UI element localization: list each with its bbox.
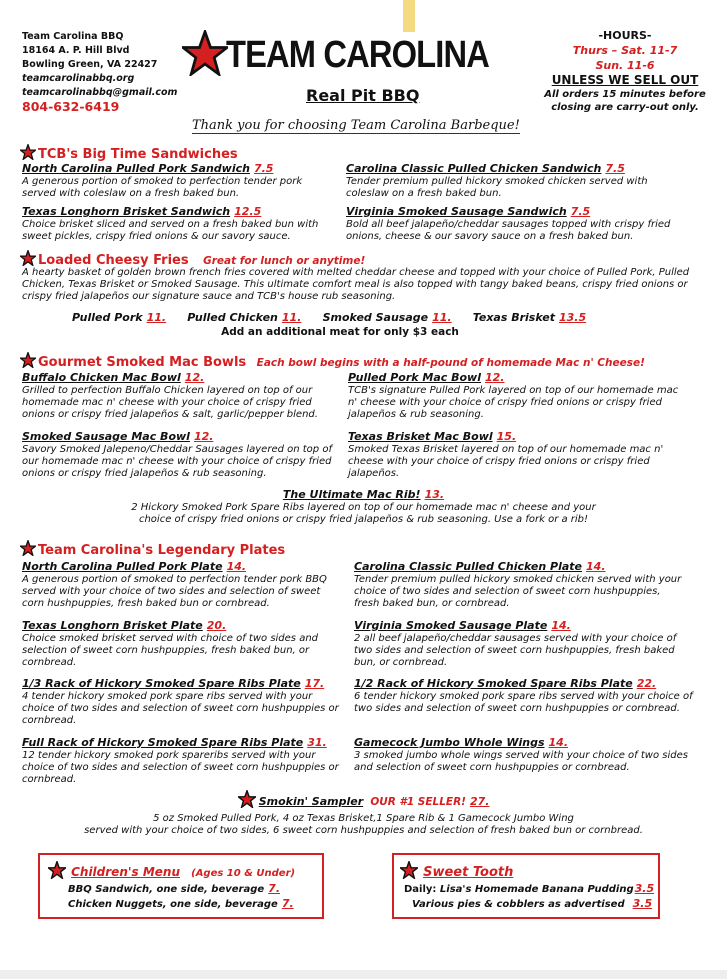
item-price: 14. [226, 560, 247, 573]
contact-block [22, 30, 177, 114]
star-icon [20, 352, 36, 368]
section-plates-heading [20, 540, 285, 558]
address-line-1: 18164 A. P. Hill Blvd [22, 45, 130, 56]
menu-item[interactable] [22, 736, 342, 786]
business-name: Team Carolina BBQ [22, 31, 124, 42]
menu-item[interactable] [22, 430, 332, 480]
kids-item-price: 7. [281, 897, 294, 910]
item-price: 12. [184, 371, 205, 384]
fries-addon: Add an additional meat for only $3 each [221, 326, 459, 338]
section-title: Loaded Cheesy Fries [38, 253, 189, 268]
item-price: 12. [485, 371, 505, 384]
item-price: 17. [304, 677, 325, 690]
star-icon [20, 250, 36, 266]
menu-item[interactable] [22, 371, 332, 421]
star-icon [238, 790, 256, 808]
section-tagline: Great for lunch or anytime! [203, 255, 366, 267]
carryout-note-1: All orders 15 minutes before [544, 89, 706, 100]
menu-item[interactable] [22, 677, 342, 727]
brand-subtitle: Real Pit BBQ [306, 86, 420, 105]
fries-option-price: 11. [432, 311, 452, 324]
item-price: 12. [193, 430, 214, 443]
sweet-item-text: Lisa's Homemade Banana Pudding [439, 884, 634, 895]
item-desc: Smoked Texas Brisket layered on top of our homemade mac n' cheese with your choice of crispy fried onions or crispy fried jalapeños. [348, 444, 664, 479]
hours-line-2: Sun. 11-6 [595, 59, 655, 72]
sweet-daily-label: Daily: [404, 884, 440, 895]
menu-item[interactable] [346, 205, 691, 243]
sweet-tooth-box [392, 853, 660, 919]
item-desc: A generous portion of smoked to perfection tender pork BBQ served with your choice of two sides and selection of sweet corn hushpuppies, fresh baked bun or cornbread. [22, 574, 327, 609]
item-name: Pulled Pork Mac Bowl [348, 371, 481, 384]
tape-strip [403, 0, 415, 32]
item-name: Smoked Sausage Mac Bowl [22, 430, 190, 443]
menu-item[interactable] [348, 371, 688, 421]
item-desc: 12 tender hickory smoked pork spareribs served with your choice of two sides and selection of sweet corn hushpuppies or cornbread. [22, 750, 339, 785]
address-line-2: Bowling Green, VA 22427 [22, 59, 158, 70]
section-title: Team Carolina's Legendary Plates [38, 543, 286, 558]
section-tagline: Each bowl begins with a half-pound of homemade Mac n' Cheese! [256, 357, 645, 369]
item-name: North Carolina Pulled Pork Sandwich [22, 162, 250, 175]
item-desc: TCB's signature Pulled Pork layered on top of our homemade mac n' cheese with your choice of crispy fried onions or crispy fried jalapeños & rub seasoning. [348, 385, 679, 420]
kids-item-text: Chicken Nuggets, one side, beverage [68, 899, 278, 910]
item-name: Texas Longhorn Brisket Sandwich [22, 205, 231, 218]
item-name: Texas Brisket Mac Bowl [348, 430, 493, 443]
fries-option-name: Texas Brisket [472, 311, 555, 324]
menu-item[interactable] [22, 619, 342, 669]
item-desc: Bold all beef jalapeño/cheddar sausages topped with crispy fried onions, cheese & our savory sauce on a fresh baked bun. [346, 219, 671, 242]
fries-option-price: 11. [146, 311, 167, 324]
sweet-item-text: Various pies & cobblers as advertised [412, 899, 625, 910]
item-desc: Tender premium pulled hickory smoked chicken served with coleslaw on a fresh baked bun. [346, 176, 648, 199]
item-desc: 6 tender hickory smoked pork spare ribs served with your choice of two sides and selection of sweet corn hushpuppies or cornbread. [354, 691, 693, 714]
item-price: 14. [548, 736, 569, 749]
item-name: 1/3 Rack of Hickory Smoked Spare Ribs Plate [22, 677, 301, 690]
website-link[interactable]: teamcarolinabbq.org [22, 73, 135, 84]
sweet-item-price: 3.5 [634, 882, 655, 895]
item-desc: Tender premium pulled hickory smoked chicken served with your choice of two sides and selection of sweet corn hushpuppies, fresh baked bun, or cornbread. [354, 574, 682, 609]
item-name: Gamecock Jumbo Whole Wings [354, 736, 545, 749]
hours-block [540, 28, 710, 114]
item-price: 14. [586, 560, 606, 573]
item-name: Texas Longhorn Brisket Plate [22, 619, 203, 632]
item-price: 15. [496, 430, 517, 443]
sampler-tag: OUR #1 SELLER! [370, 796, 466, 808]
fries-option-name: Pulled Pork [72, 311, 143, 324]
childrens-menu-title: Children's Menu [71, 865, 181, 879]
item-name: Carolina Classic Pulled Chicken Plate [354, 560, 583, 573]
sampler-desc-line-2: served with your choice of two sides, 6 sweet corn hushpuppies and selection of fresh baked bun or cornbread. [84, 825, 643, 836]
item-name: Virginia Smoked Sausage Plate [354, 619, 548, 632]
item-price: 14. [551, 619, 571, 632]
item-price: 7.5 [570, 205, 591, 218]
item-name: Smokin' Sampler [258, 795, 364, 808]
item-name: Virginia Smoked Sausage Sandwich [346, 205, 567, 218]
item-desc: Grilled to perfection Buffalo Chicken layered on top of our homemade mac n' cheese with your choice of crispy fried onions or crispy fried jalapeños & salt, garlic/pepper blend. [22, 385, 318, 420]
item-desc: 4 tender hickory smoked pork spare ribs served with your choice of two sides and selection of sweet corn hushpuppies or cornbread. [22, 691, 339, 726]
brand-title: TEAM CAROLINA [226, 34, 489, 76]
section-title: Gourmet Smoked Mac Bowls [38, 355, 247, 370]
phone-number[interactable]: 804-632-6419 [22, 99, 120, 114]
mac-rib-item[interactable] [0, 488, 727, 526]
item-desc: A generous portion of smoked to perfection tender pork served with coleslaw on a fresh baked bun. [22, 176, 303, 199]
item-price: 7.5 [605, 162, 625, 175]
menu-item[interactable] [354, 619, 689, 669]
menu-item[interactable] [354, 736, 689, 774]
menu-item[interactable] [346, 162, 686, 200]
sweet-item-price: 3.5 [632, 897, 653, 910]
item-name: Buffalo Chicken Mac Bowl [22, 371, 181, 384]
item-price: 22. [636, 677, 657, 690]
item-desc-line-1: 2 Hickory Smoked Pork Spare Ribs layered on top of our homemade mac n' cheese and your [131, 502, 596, 513]
item-price: 13. [424, 488, 445, 501]
item-name: Carolina Classic Pulled Chicken Sandwich [346, 162, 602, 175]
item-desc: Choice brisket sliced and served on a fresh baked bun with sweet pickles, crispy fried onions & our savory sauce. [22, 219, 319, 242]
star-icon [400, 861, 418, 879]
star-icon [20, 144, 36, 160]
menu-item[interactable] [348, 430, 688, 480]
menu-item[interactable] [22, 560, 342, 610]
item-name: The Ultimate Mac Rib! [282, 488, 421, 501]
kids-item-text: BBQ Sandwich, one side, beverage [68, 884, 265, 895]
section-mac-heading [20, 352, 645, 370]
fries-option-price: 13.5 [559, 311, 587, 324]
item-name: Full Rack of Hickory Smoked Spare Ribs Plate [22, 736, 304, 749]
item-price: 7.5 [253, 162, 274, 175]
item-price: 27. [469, 795, 490, 808]
section-sandwiches-heading [20, 144, 238, 162]
kids-item[interactable] [68, 896, 294, 912]
page-bottom-edge [0, 970, 727, 979]
thanks-signature: Thank you for choosing Team Carolina Barbeque! [192, 118, 520, 133]
item-price: 12.5 [234, 205, 262, 218]
item-desc: 2 all beef jalapeño/cheddar sausages served with your choice of two sides and selection of sweet corn hushpuppies, fresh baked bun, or cornbread. [354, 633, 677, 668]
sweet-tooth-title: Sweet Tooth [423, 865, 514, 880]
fries-option-name: Smoked Sausage [322, 311, 429, 324]
sweet-item[interactable] [404, 881, 654, 897]
sampler-desc-line-1: 5 oz Smoked Pulled Pork, 4 oz Texas Brisket,1 Spare Rib & 1 Gamecock Jumbo Wing [153, 813, 574, 824]
item-desc: 3 smoked jumbo whole wings served with your choice of two sides and selection of sweet corn hushpuppies or cornbread. [354, 750, 688, 773]
kids-item-price: 7. [268, 882, 281, 895]
fries-option-price: 11. [281, 311, 302, 324]
menu-item[interactable] [22, 205, 332, 243]
hours-line-1: Thurs – Sat. 11-7 [572, 44, 678, 57]
item-name: North Carolina Pulled Pork Plate [22, 560, 223, 573]
childrens-menu-age: (Ages 10 & Under) [191, 868, 296, 879]
sampler-item[interactable] [0, 790, 727, 837]
hours-heading: -HOURS- [598, 29, 652, 42]
star-icon [48, 861, 66, 879]
sellout-note: UNLESS WE SELL OUT [551, 73, 699, 87]
section-title: TCB's Big Time Sandwiches [38, 147, 238, 162]
menu-item[interactable] [354, 677, 694, 715]
item-desc: Choice smoked brisket served with choice of two sides and selection of sweet corn hushpuppies, fresh baked bun, or cornbread. [22, 633, 319, 668]
sweet-item[interactable] [412, 896, 652, 912]
star-icon [182, 30, 228, 76]
carryout-note-2: closing are carry-out only. [551, 102, 699, 113]
email-link[interactable]: teamcarolinabbq@gmail.com [22, 87, 178, 98]
item-price: 20. [206, 619, 227, 632]
kids-item[interactable] [68, 881, 280, 897]
item-desc: Savory Smoked Jalepeno/Cheddar Sausages layered on top of our homemade mac n' cheese with your choice of crispy fried onions or crispy fried jalapeños & rub seasoning. [22, 444, 332, 479]
menu-item[interactable] [354, 560, 684, 610]
item-name: 1/2 Rack of Hickory Smoked Spare Ribs Plate [354, 677, 633, 690]
fries-options [72, 311, 652, 325]
star-icon [20, 540, 36, 556]
childrens-menu-box [38, 853, 324, 919]
section-fries-heading [20, 250, 365, 268]
fries-desc: A hearty basket of golden brown french fries covered with melted cheddar cheese and topped with your choice of Pulled Pork, Pulled Chicken, Texas Brisket or Smoked Sausage. This ultimate comfort meal is also topped with tangy baked beans, crispy fried onions or crispy fried jalapeños our signature sauce and TCB's house rub seasoning. [22, 267, 690, 302]
menu-item[interactable] [22, 162, 332, 200]
item-desc-line-2: choice of crispy fried onions or crispy fried jalapeños & rub seasoning. Use a fork or a rib! [138, 514, 589, 525]
fries-option-name: Pulled Chicken [187, 311, 278, 324]
item-price: 31. [307, 736, 327, 749]
